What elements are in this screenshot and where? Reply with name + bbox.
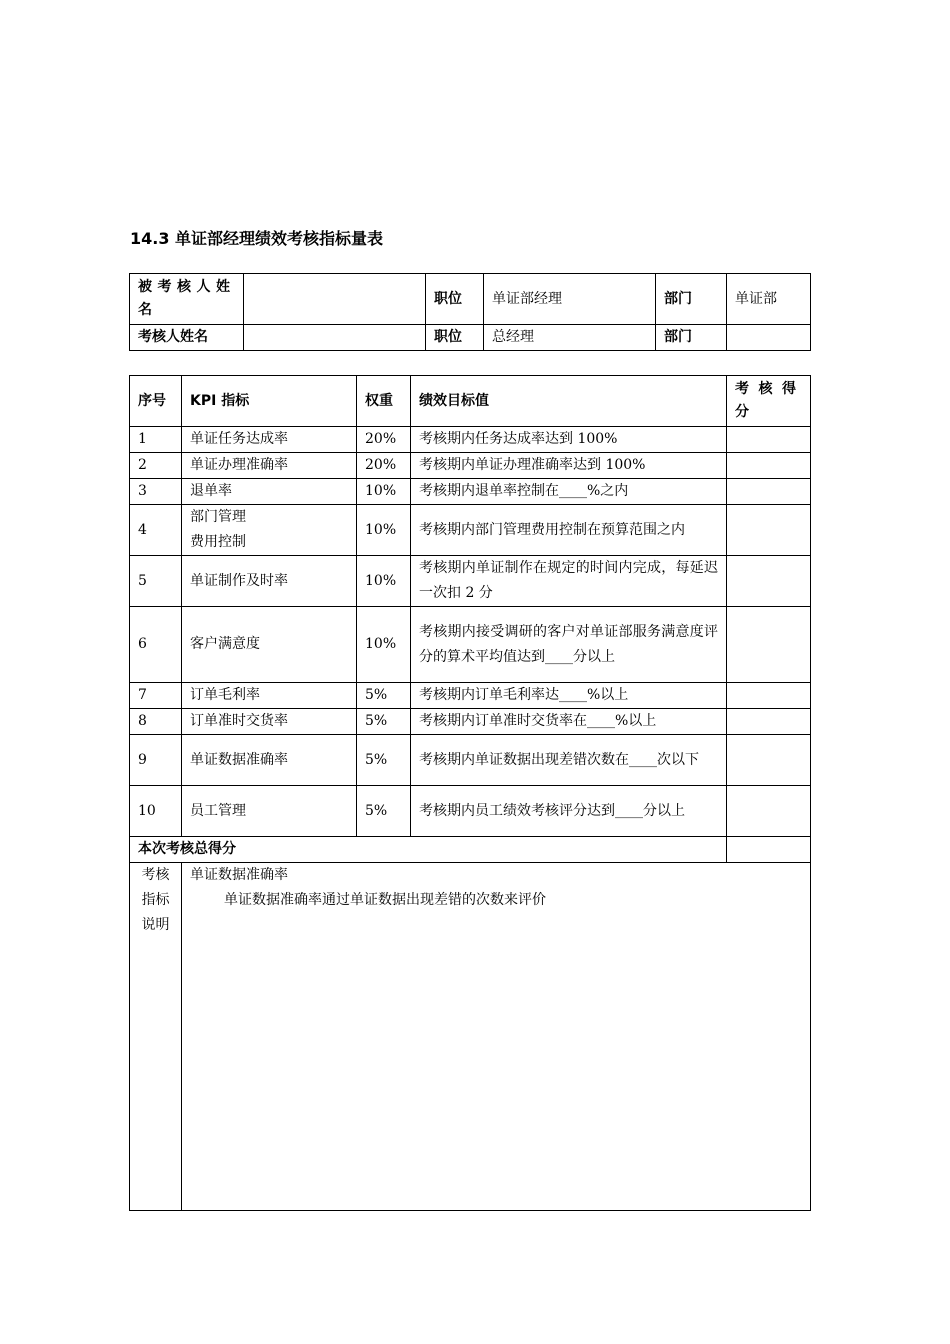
- kpi-no: 4: [130, 505, 182, 556]
- table-row: [130, 556, 811, 607]
- kpi-target: 考核期内单证办理准确率达到 100%: [411, 453, 727, 479]
- examiner-dept-value[interactable]: [727, 325, 811, 351]
- examinee-position-label: 职位: [426, 274, 484, 325]
- kpi-target: 考核期内部门管理费用控制在预算范围之内: [411, 505, 727, 556]
- kpi-score[interactable]: [727, 735, 811, 786]
- kpi-target: 考核期内单证制作在规定的时间内完成，每延迟一次扣 2 分: [411, 556, 727, 607]
- table-row: [130, 735, 811, 786]
- kpi-target: 考核期内退单率控制在____%之内: [411, 479, 727, 505]
- total-score-label: 本次考核总得分: [130, 837, 727, 863]
- kpi-target: 考核期内员工绩效考核评分达到____分以上: [411, 786, 727, 837]
- kpi-score[interactable]: [727, 786, 811, 837]
- kpi-no: 6: [130, 607, 182, 683]
- kpi-score[interactable]: [727, 427, 811, 453]
- kpi-name: 单证任务达成率: [182, 427, 357, 453]
- page-title: 14.3 单证部经理绩效考核指标量表: [130, 229, 384, 248]
- kpi-score[interactable]: [727, 453, 811, 479]
- total-score-value[interactable]: [727, 837, 811, 863]
- kpi-weight: 10%: [357, 607, 411, 683]
- examinee-dept-value: 单证部: [727, 274, 811, 325]
- kpi-no: 5: [130, 556, 182, 607]
- kpi-weight: 5%: [357, 709, 411, 735]
- kpi-weight: 5%: [357, 735, 411, 786]
- kpi-no: 3: [130, 479, 182, 505]
- kpi-score[interactable]: [727, 479, 811, 505]
- examiner-dept-label: 部门: [656, 325, 727, 351]
- table-row: [130, 607, 811, 683]
- header-kpi: KPI 指标: [182, 376, 357, 427]
- header-weight: 权重: [357, 376, 411, 427]
- kpi-target: 考核期内接受调研的客户对单证部服务满意度评分的算术平均值达到____分以上: [411, 607, 727, 683]
- kpi-weight: 20%: [357, 453, 411, 479]
- kpi-weight: 20%: [357, 427, 411, 453]
- header-target: 绩效目标值: [411, 376, 727, 427]
- kpi-name: 单证办理准确率: [182, 453, 357, 479]
- kpi-name: 退单率: [182, 479, 357, 505]
- examiner-name-value[interactable]: [244, 325, 426, 351]
- table-row: [130, 453, 811, 479]
- kpi-target: 考核期内单证数据出现差错次数在____次以下: [411, 735, 727, 786]
- kpi-name: 客户满意度: [182, 607, 357, 683]
- kpi-no: 1: [130, 427, 182, 453]
- kpi-name: 订单准时交货率: [182, 709, 357, 735]
- desc-content: [182, 863, 811, 1211]
- header-score: 考核得分: [727, 376, 811, 427]
- kpi-table: [129, 375, 811, 1211]
- kpi-name: 订单毛利率: [182, 683, 357, 709]
- table-row: [130, 786, 811, 837]
- table-row: [130, 505, 811, 556]
- kpi-no: 8: [130, 709, 182, 735]
- kpi-score[interactable]: [727, 505, 811, 556]
- desc-text: 单证数据准确率通过单证数据出现差错的次数来评价: [224, 892, 546, 908]
- kpi-no: 9: [130, 735, 182, 786]
- examinee-position-value: 单证部经理: [484, 274, 656, 325]
- kpi-score[interactable]: [727, 683, 811, 709]
- desc-label: 考核 指标 说明: [130, 863, 182, 1211]
- kpi-no: 7: [130, 683, 182, 709]
- kpi-weight: 10%: [357, 479, 411, 505]
- kpi-score[interactable]: [727, 556, 811, 607]
- kpi-score[interactable]: [727, 607, 811, 683]
- examinee-name-value[interactable]: [244, 274, 426, 325]
- table-row: [130, 479, 811, 505]
- kpi-target: 考核期内订单毛利率达____%以上: [411, 683, 727, 709]
- kpi-score[interactable]: [727, 709, 811, 735]
- kpi-name: 单证数据准确率: [182, 735, 357, 786]
- kpi-weight: 10%: [357, 505, 411, 556]
- examinee-name-label: 被考核人姓名: [130, 274, 244, 325]
- kpi-target: 考核期内任务达成率达到 100%: [411, 427, 727, 453]
- examiner-position-label: 职位: [426, 325, 484, 351]
- table-row: [130, 427, 811, 453]
- kpi-weight: 5%: [357, 683, 411, 709]
- table-row: [130, 683, 811, 709]
- kpi-no: 10: [130, 786, 182, 837]
- examinee-dept-label: 部门: [656, 274, 727, 325]
- header-no: 序号: [130, 376, 182, 427]
- info-table: [129, 273, 811, 351]
- examiner-name-label: 考核人姓名: [130, 325, 244, 351]
- desc-title: 单证数据准确率: [190, 867, 288, 883]
- examiner-position-value: 总经理: [484, 325, 656, 351]
- kpi-weight: 10%: [357, 556, 411, 607]
- kpi-name: 单证制作及时率: [182, 556, 357, 607]
- kpi-no: 2: [130, 453, 182, 479]
- kpi-weight: 5%: [357, 786, 411, 837]
- kpi-target: 考核期内订单准时交货率在____%以上: [411, 709, 727, 735]
- kpi-name: 员工管理: [182, 786, 357, 837]
- kpi-name: 部门管理 费用控制: [182, 505, 357, 556]
- table-row: [130, 709, 811, 735]
